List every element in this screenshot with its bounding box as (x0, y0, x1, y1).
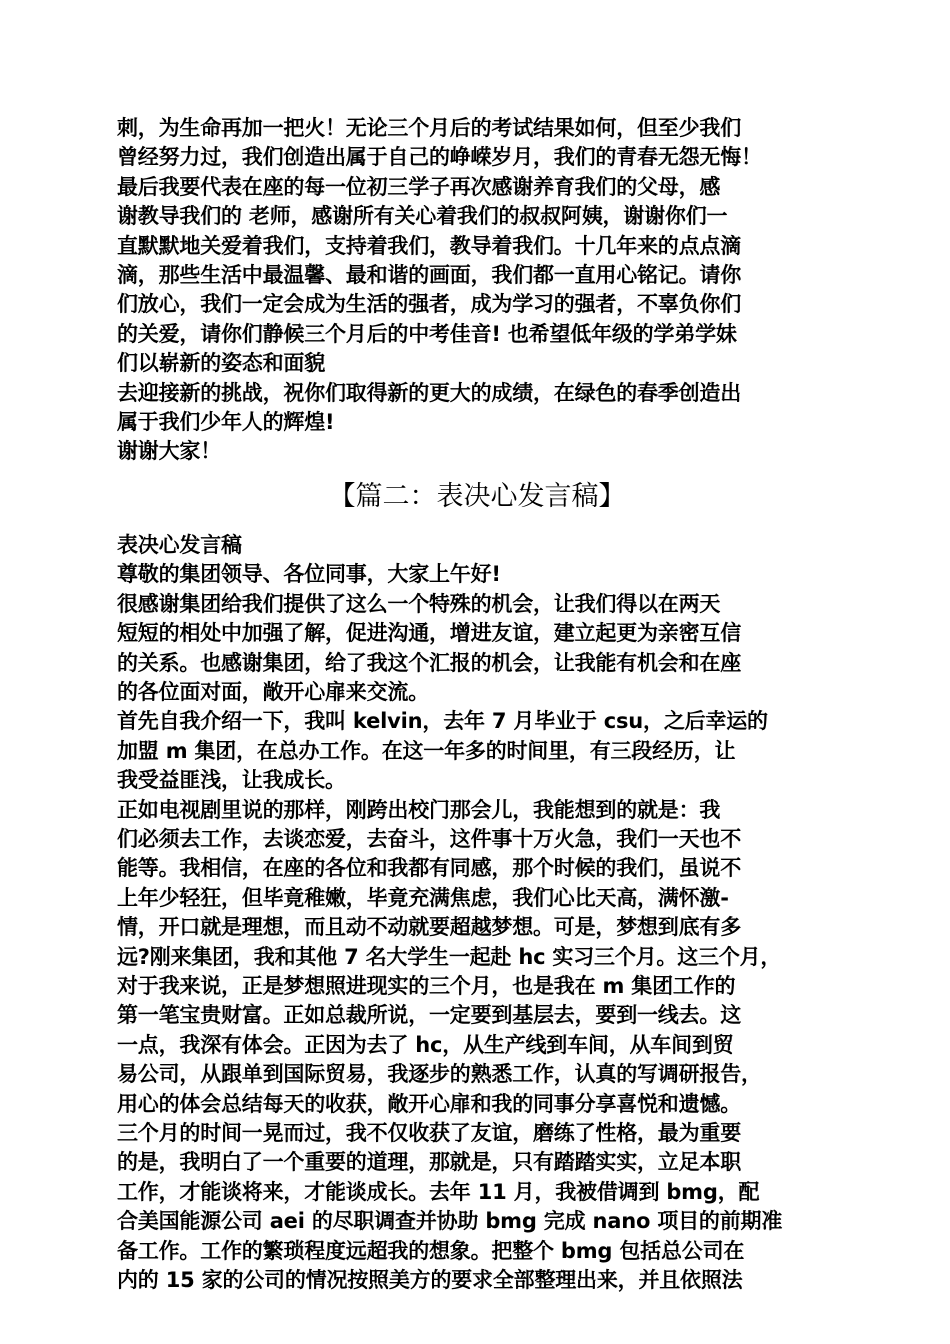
text-line: 正如电视剧里说的那样，刚跨出校门那会儿，我能想到的就是：我 (117, 797, 721, 822)
text-line: 刺，为生命再加一把火！无论三个月后的考试结果如何，但至少我们 (117, 116, 741, 140)
text-line: 的是，我明白了一个重要的道理，那就是，只有踏踏实实，立足本职 (117, 1150, 741, 1175)
text-line: 尊敬的集团领导、各位同事，大家上午好! (117, 562, 501, 587)
text-line: 去迎接新的挑战，祝你们取得新的更大的成绩，在绿色的春季创造出 (117, 380, 741, 405)
text-line: 的各位面对面，敞开心扉来交流。 (117, 679, 429, 704)
text-line: 属于我们少年人的辉煌! (117, 410, 335, 435)
speech-part-one (117, 114, 837, 467)
text-line: 们必须去工作，去谈恋爱，去奋斗，这件事十万火急，我们一天也不 (117, 826, 741, 851)
text-line: 工作，才能谈将来，才能谈成长。去年 11 月，我被借调到 bmg，配 (117, 1179, 760, 1204)
text-line: 短短的相处中加强了解，促进沟通，增进友谊，建立起更为亲密互信 (117, 621, 741, 646)
text-line: 谢教导我们的 老师，感谢所有关心着我们的叔叔阿姨，谢谢你们一 (117, 204, 728, 229)
text-line: 们以崭新的姿态和面貌 (117, 351, 325, 376)
text-line: 很感谢集团给我们提供了这么一个特殊的机会，让我们得以在两天 (117, 591, 721, 616)
text-line: 的关爱，请你们静候三个月后的中考佳音! 也希望低年级的学弟学妹 (117, 321, 737, 346)
text-line: 一点，我深有体会。正因为去了 hc，从生产线到车间，从车间到贸 (117, 1032, 734, 1057)
document-body (117, 114, 837, 1295)
text-line: 内的 15 家的公司的情况按照美方的要求全部整理出来，并且依照法 (117, 1268, 743, 1293)
text-line: 情，开口就是理想，而且动不动就要超越梦想。可是，梦想到底有多 (117, 915, 741, 940)
text-line: 易公司，从跟单到国际贸易，我逐步的熟悉工作，认真的写调研报告， (117, 1062, 762, 1087)
text-line: 们放心，我们一定会成为生活的强者，成为学习的强者，不辜负你们 (117, 292, 741, 317)
text-line: 上年少轻狂，但毕竟稚嫩，毕竟充满焦虑，我们心比天高，满怀激- (117, 885, 729, 910)
text-line: 表决心发言稿 (117, 532, 242, 557)
text-line: 远?刚来集团，我和其他 7 名大学生一起赴 hc 实习三个月。这三个月， (117, 944, 782, 969)
text-line: 直默默地关爱着我们，支持着我们，教导着我们。十几年来的点点滴 (117, 233, 741, 258)
text-line: 能等。我相信，在座的各位和我都有同感，那个时候的我们，虽说不 (117, 856, 741, 881)
text-line: 备工作。工作的繁琐程度远超我的想象。把整个 bmg 包括总公司在 (117, 1238, 745, 1263)
text-line: 三个月的时间一晃而过，我不仅收获了友谊，磨练了性格，最为重要 (117, 1121, 741, 1145)
text-line: 首先自我介绍一下，我叫 kelvin，去年 7 月毕业于 csu，之后幸运的 (117, 709, 768, 734)
text-line: 曾经努力过，我们创造出属于自己的峥嵘岁月，我们的青春无怨无悔！ (117, 145, 762, 170)
text-line: 我受益匪浅，让我成长。 (117, 768, 346, 793)
text-line: 加盟 m 集团，在总办工作。在这一年多的时间里，有三段经历，让 (117, 738, 736, 763)
text-line: 最后我要代表在座的每一位初三学子再次感谢养育我们的父母，感 (117, 174, 721, 199)
text-line: 对于我来说，正是梦想照进现实的三个月，也是我在 m 集团工作的 (117, 973, 736, 998)
text-line: 滴，那些生活中最温馨、最和谐的画面，我们都一直用心铭记。请你 (117, 263, 741, 288)
text-line: 的关系。也感谢集团，给了我这个汇报的机会，让我能有机会和在座 (117, 650, 741, 675)
text-line: 合美国能源公司 aei 的尽职调查并协助 bmg 完成 nano 项目的前期准 (117, 1209, 783, 1234)
text-line: 谢谢大家！ (117, 439, 221, 464)
section-heading: 【篇二：表决心发言稿】 (328, 480, 626, 512)
text-line: 第一笔宝贵财富。正如总裁所说，一定要到基层去，要到一线去。这 (117, 1003, 741, 1028)
text-line: 用心的体会总结每天的收获，敞开心扉和我的同事分享喜悦和遗憾。 (117, 1091, 741, 1116)
speech-part-two (117, 531, 837, 1296)
